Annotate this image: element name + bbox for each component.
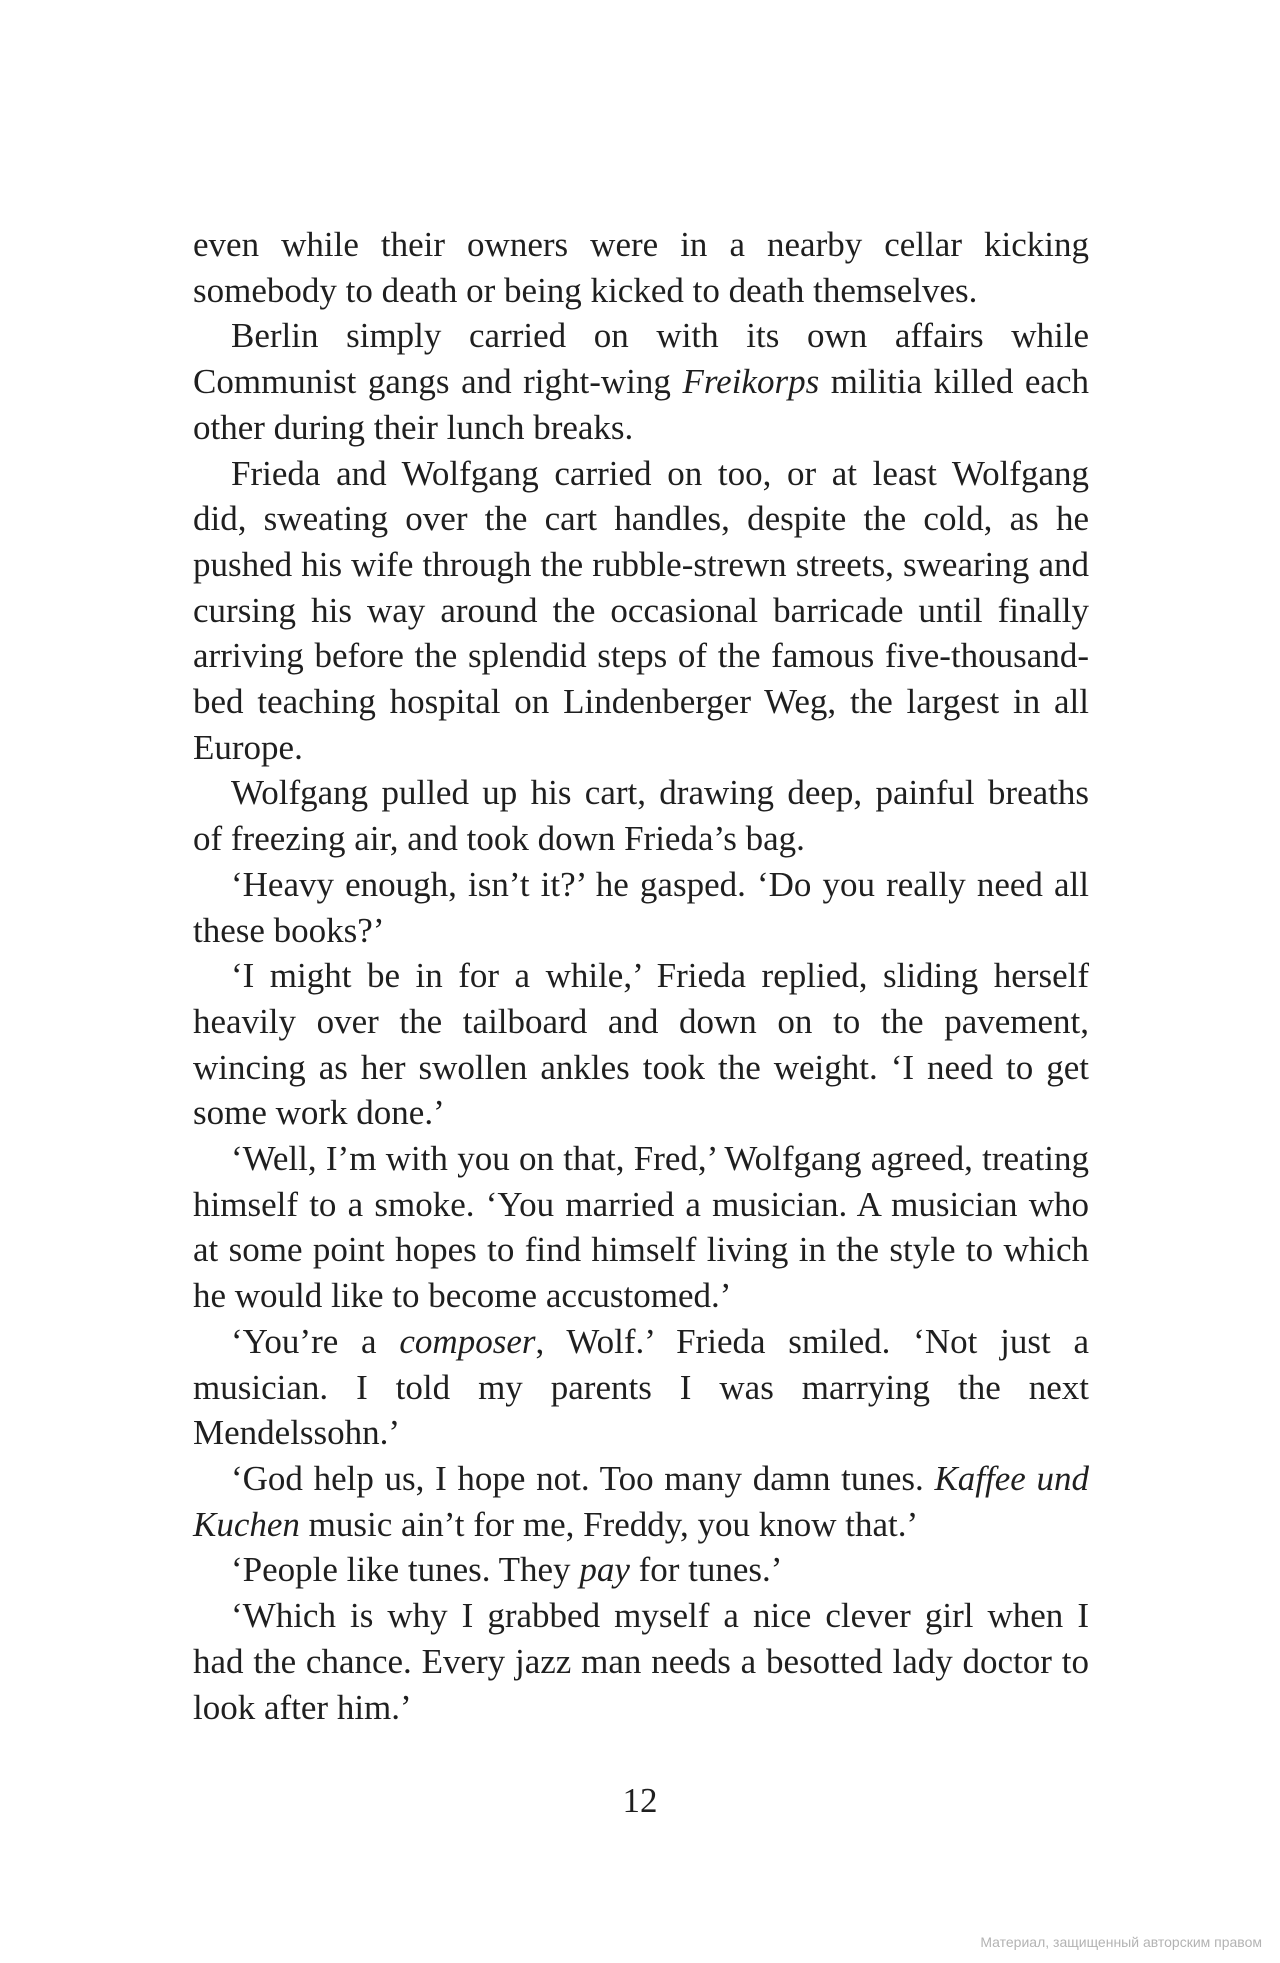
text-run: Berlin simply carried on with its own affairs while Communist gangs and right-wing: [193, 316, 1089, 402]
text-run: Frieda and Wolfgang carried on too, or at least Wolfgang did, sweating over the cart handles, despite the cold, as he pushed his wife through the rubble-strewn streets, swearing and cursing his way around the occasional barricade until finally arriving before the splendid steps of the famous five-thousand-bed teaching hospital on Lindenberger Weg, the largest in all Europe.: [193, 453, 1089, 767]
paragraph: [193, 222, 1089, 313]
italic-text: composer: [399, 1321, 536, 1361]
text-run: ‘God help us, I hope not. Too many damn tunes.: [231, 1458, 935, 1498]
paragraph: [193, 1456, 1089, 1547]
text-run: even while their owners were in a nearby cellar kicking somebody to death or being kicked to death themselves.: [193, 225, 1089, 310]
text-run: ‘You’re a: [231, 1321, 400, 1361]
text-run: militia killed each other during their lunch breaks.: [193, 362, 1089, 447]
page-number: 12: [622, 1781, 658, 1820]
paragraph: [193, 953, 1089, 1136]
paragraph: [193, 1319, 1089, 1456]
text-run: Wolfgang pulled up his cart, drawing deep, painful breaths of freezing air, and took down Frieda’s bag.: [193, 773, 1089, 859]
paragraph: [193, 1593, 1089, 1730]
text-run: , Wolf.’ Frieda smiled. ‘Not just a musician. I told my parents I was marrying the next Mendelssohn.’: [193, 1321, 1089, 1453]
text-run: ‘Well, I’m with you on that, Fred,’ Wolfgang agreed, treating himself to a smoke. ‘You married a musician. A musician who at some point hopes to find himself living in the style to which he would like to become accustomed.’: [193, 1139, 1089, 1316]
paragraph: [193, 1136, 1089, 1319]
text-run: music ain’t for me, Freddy, you know that.’: [299, 1504, 919, 1544]
paragraph: [193, 862, 1089, 953]
italic-text: Kaffee und Kuchen: [193, 1458, 1089, 1544]
paragraph: [193, 451, 1089, 771]
paragraph: [193, 313, 1089, 450]
paragraph: [193, 770, 1089, 861]
text-run: ‘People like tunes. They: [231, 1550, 580, 1590]
text-run: ‘Heavy enough, isn’t it?’ he gasped. ‘Do you really need all these books?’: [193, 864, 1089, 950]
text-run: ‘I might be in for a while,’ Frieda replied, sliding herself heavily over the tailboard and down on to the pavement, wincing as her swollen ankles took the weight. ‘I need to get some work done.’: [193, 956, 1089, 1133]
paragraph: [193, 1547, 1089, 1593]
text-run: for tunes.’: [629, 1550, 783, 1590]
italic-text: pay: [579, 1550, 630, 1590]
text-run: ‘Which is why I grabbed myself a nice clever girl when I had the chance. Every jazz man needs a besotted lady doctor to look after him.’: [193, 1596, 1089, 1727]
italic-text: Freikorps: [682, 362, 820, 402]
copyright-watermark: Материал, защищенный авторским правом: [980, 1934, 1262, 1950]
body-text: [193, 222, 1089, 1730]
